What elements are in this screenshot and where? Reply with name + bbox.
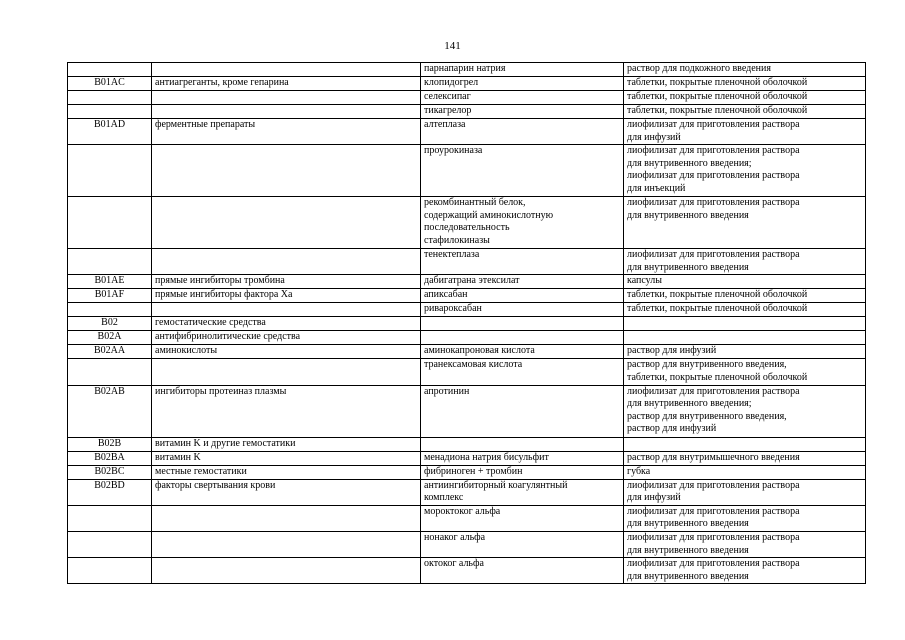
drug-name-cell: апиксабан (421, 289, 624, 303)
atc-code-cell: B01AD (68, 119, 152, 145)
atc-code-cell (68, 505, 152, 531)
dosage-form-cell: капсулы (624, 275, 866, 289)
group-cell (152, 197, 421, 249)
dosage-form-cell: лиофилизат для приготовления раствора для внутривенного введения (624, 505, 866, 531)
drug-name-cell: дабигатрана этексилат (421, 275, 624, 289)
group-cell: антифибринолитические средства (152, 331, 421, 345)
table-row (68, 105, 866, 119)
table-row (68, 119, 866, 145)
atc-code-cell: B02A (68, 331, 152, 345)
atc-code-cell (68, 359, 152, 385)
dosage-form-cell (624, 437, 866, 451)
group-cell: витамин K (152, 451, 421, 465)
dosage-form-cell: лиофилизат для приготовления раствора для внутривенного введения (624, 197, 866, 249)
table-row (68, 331, 866, 345)
dosage-form-cell: лиофилизат для приготовления раствора для внутривенного введения (624, 249, 866, 275)
drug-name-cell (421, 331, 624, 345)
group-cell: местные гемостатики (152, 465, 421, 479)
group-cell: гемостатические средства (152, 317, 421, 331)
table-row (68, 531, 866, 557)
atc-code-cell (68, 91, 152, 105)
drug-name-cell: аминокапроновая кислота (421, 345, 624, 359)
page-number: 141 (444, 40, 461, 52)
dosage-form-cell: таблетки, покрытые пленочной оболочкой (624, 289, 866, 303)
drug-name-cell: клопидогрел (421, 77, 624, 91)
drug-name-cell: мороктоког альфа (421, 505, 624, 531)
atc-code-cell: B02BD (68, 479, 152, 505)
drug-name-cell: парнапарин натрия (421, 63, 624, 77)
group-cell: прямые ингибиторы тромбина (152, 275, 421, 289)
atc-code-cell (68, 63, 152, 77)
table-row (68, 451, 866, 465)
group-cell: прямые ингибиторы фактора Xa (152, 289, 421, 303)
dosage-form-cell: раствор для подкожного введения (624, 63, 866, 77)
drug-table (67, 62, 866, 584)
group-cell (152, 249, 421, 275)
table-row (68, 558, 866, 584)
table-row (68, 77, 866, 91)
group-cell (152, 145, 421, 197)
drug-name-cell: рекомбинантный белок, содержащий аминокислотную последовательность стафилокиназы (421, 197, 624, 249)
group-cell: факторы свертывания крови (152, 479, 421, 505)
group-cell (152, 63, 421, 77)
table-row (68, 275, 866, 289)
drug-name-cell (421, 317, 624, 331)
dosage-form-cell (624, 331, 866, 345)
group-cell: аминокислоты (152, 345, 421, 359)
atc-code-cell (68, 197, 152, 249)
drug-name-cell: тенектеплаза (421, 249, 624, 275)
dosage-form-cell: таблетки, покрытые пленочной оболочкой (624, 105, 866, 119)
atc-code-cell: B01AF (68, 289, 152, 303)
atc-code-cell: B02BA (68, 451, 152, 465)
atc-code-cell (68, 249, 152, 275)
atc-code-cell: B02AA (68, 345, 152, 359)
group-cell (152, 359, 421, 385)
atc-code-cell (68, 531, 152, 557)
dosage-form-cell: таблетки, покрытые пленочной оболочкой (624, 77, 866, 91)
drug-name-cell: фибриноген + тромбин (421, 465, 624, 479)
drug-name-cell: селексипаг (421, 91, 624, 105)
drug-name-cell: проурокиназа (421, 145, 624, 197)
atc-code-cell: B02BC (68, 465, 152, 479)
group-cell (152, 303, 421, 317)
atc-code-cell (68, 303, 152, 317)
table-row (68, 249, 866, 275)
atc-code-cell: B02AB (68, 385, 152, 437)
atc-code-cell (68, 558, 152, 584)
dosage-form-cell: лиофилизат для приготовления раствора для инфузий (624, 479, 866, 505)
table-row (68, 359, 866, 385)
table-row (68, 289, 866, 303)
atc-code-cell (68, 105, 152, 119)
group-cell (152, 531, 421, 557)
atc-code-cell (68, 145, 152, 197)
table-row (68, 91, 866, 105)
dosage-form-cell: таблетки, покрытые пленочной оболочкой (624, 91, 866, 105)
group-cell (152, 91, 421, 105)
group-cell (152, 558, 421, 584)
dosage-form-cell: лиофилизат для приготовления раствора для внутривенного введения; лиофилизат для приготовления раствора для инъекций (624, 145, 866, 197)
dosage-form-cell: раствор для внутривенного введения, таблетки, покрытые пленочной оболочкой (624, 359, 866, 385)
group-cell (152, 105, 421, 119)
dosage-form-cell: таблетки, покрытые пленочной оболочкой (624, 303, 866, 317)
group-cell: ингибиторы протеиназ плазмы (152, 385, 421, 437)
table-row (68, 437, 866, 451)
atc-code-cell: B01AE (68, 275, 152, 289)
drug-name-cell: нонаког альфа (421, 531, 624, 557)
table-row (68, 317, 866, 331)
group-cell: ферментные препараты (152, 119, 421, 145)
dosage-form-cell: раствор для инфузий (624, 345, 866, 359)
dosage-form-cell: лиофилизат для приготовления раствора для инфузий (624, 119, 866, 145)
table-row (68, 145, 866, 197)
drug-name-cell: алтеплаза (421, 119, 624, 145)
table-row (68, 465, 866, 479)
drug-name-cell: тикагрелор (421, 105, 624, 119)
dosage-form-cell: губка (624, 465, 866, 479)
table-row (68, 197, 866, 249)
group-cell: витамин K и другие гемостатики (152, 437, 421, 451)
group-cell: антиагреганты, кроме гепарина (152, 77, 421, 91)
drug-name-cell: менадиона натрия бисульфит (421, 451, 624, 465)
dosage-form-cell (624, 317, 866, 331)
table-row (68, 303, 866, 317)
drug-name-cell: антиингибиторный коагулянтный комплекс (421, 479, 624, 505)
atc-code-cell: B02 (68, 317, 152, 331)
table-row (68, 345, 866, 359)
dosage-form-cell: лиофилизат для приготовления раствора для внутривенного введения (624, 531, 866, 557)
group-cell (152, 505, 421, 531)
drug-name-cell: октоког альфа (421, 558, 624, 584)
drug-name-cell: транексамовая кислота (421, 359, 624, 385)
drug-name-cell: апротинин (421, 385, 624, 437)
table-row (68, 385, 866, 437)
dosage-form-cell: лиофилизат для приготовления раствора для внутривенного введения (624, 558, 866, 584)
atc-code-cell: B02B (68, 437, 152, 451)
dosage-form-cell: раствор для внутримышечного введения (624, 451, 866, 465)
drug-name-cell: ривароксабан (421, 303, 624, 317)
drug-name-cell (421, 437, 624, 451)
table-row (68, 63, 866, 77)
table-row (68, 505, 866, 531)
atc-code-cell: B01AC (68, 77, 152, 91)
table-row (68, 479, 866, 505)
dosage-form-cell: лиофилизат для приготовления раствора для внутривенного введения; раствор для внутривенного введения, раствор для инфузий (624, 385, 866, 437)
